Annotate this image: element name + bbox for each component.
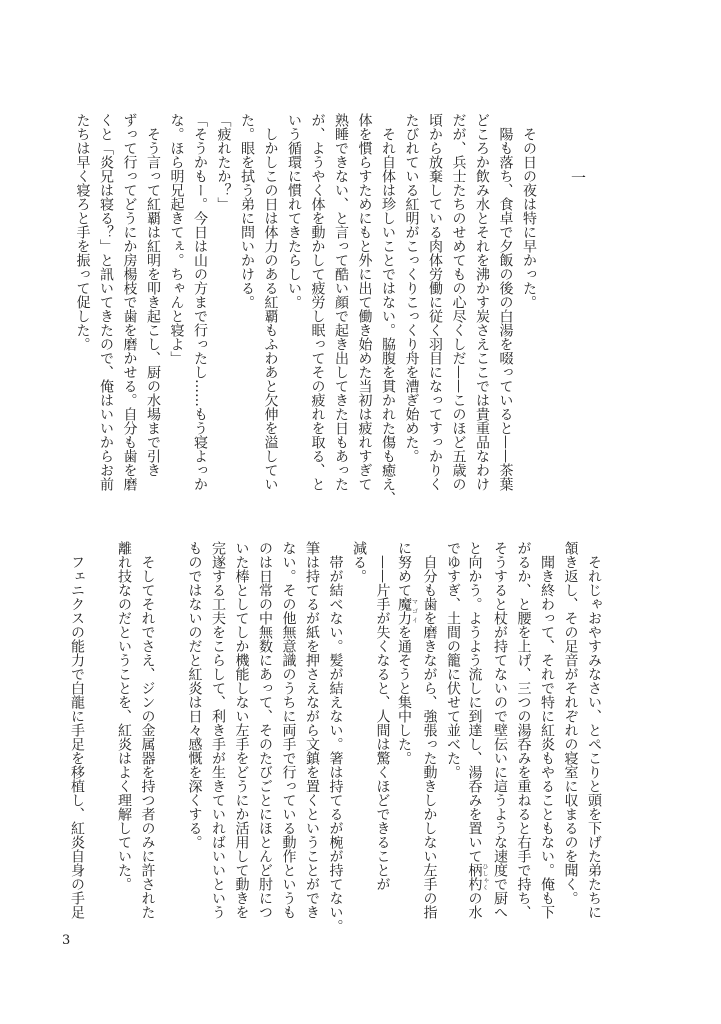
text-line: 体を慣らすためにもと外に出て働き始めた当初は疲れすぎて: [356, 113, 373, 491]
text-line: いた棒としてしか機能しない左手をどうにか活用して動きを: [233, 541, 250, 919]
text-line: 頷き返し、その足音がそれぞれの寝室に収まるのを聞く。: [562, 541, 579, 905]
text-line-with-ruby: [394, 541, 418, 919]
text-line: だが、兵士たちのせめてもの心尽くしだ——このほど五歳の: [450, 113, 467, 491]
text-line: でゆすぎ、土間の籠に伏せて並べた。: [445, 541, 461, 779]
ruby-base: 魔力: [396, 597, 412, 625]
text-segment: と向かう。ようよう流しに到達し、湯呑みを置いて: [466, 541, 483, 863]
text-line: 筆は持てるが紙を押さえながら文鎮を置くということができ: [304, 541, 320, 919]
ruby-base: 柄杓: [466, 863, 483, 891]
text-segment: に努めて: [396, 541, 412, 597]
text-segment: の水: [466, 891, 483, 919]
text-line: 自分も歯を磨きながら、強張った動きしかしない左手の指: [421, 541, 438, 919]
text-line: それ自体は珍しいことではない。脇腹を貫かれた傷も癒え、: [380, 113, 396, 505]
text-line: が、ようやく体を動かして疲労し眠ってその疲れを取る、と: [309, 113, 326, 491]
text-line: 熟睡できない、と言って酷い顔で起き出してきた日もあった: [333, 113, 349, 491]
text-line: がるか、と腰を上げ、三つの湯呑みを重ねると右手で持ち、: [515, 541, 532, 919]
text-line: 減る。: [351, 541, 367, 583]
text-line: 帯が結べない。髪が結えない。箸は持てるが椀が持てない。: [327, 541, 344, 933]
text-line: 完遂する工夫をこらして、利き手が生きていればいいという: [210, 541, 226, 919]
text-line: そうすると杖が持てないので壁伝いに這うような速度で厨へ: [492, 541, 508, 919]
text-line: たびれている紅明がこっくりこっくり舟を漕ぎ始めた。: [403, 113, 420, 463]
text-line: のは日常の中無数にあって、そのたびごとにほとんど肘につ: [257, 541, 273, 919]
chapter-title: 一: [569, 170, 587, 185]
text-line: た。眼を拭う弟に問いかける。: [239, 113, 255, 309]
text-line: ない。その他無意識のうちに両手で行っている動作というも: [280, 541, 297, 919]
text-line: 陽も落ち、食卓で夕飯の後の白湯を啜っていると——茶葉: [497, 113, 514, 491]
text-line: そう言って紅覇は紅明を叩き起こし、厨の水場まで引き: [145, 113, 161, 477]
lower-text-block: [64, 541, 605, 933]
blank-line: [159, 541, 183, 919]
ruby-reading: マゴイ: [410, 597, 418, 625]
text-line: な。ほら明兄起きてぇ。ちゃんと寝よ」: [168, 113, 185, 365]
text-line: その日の夜は特に早かった。: [521, 113, 537, 309]
text-line: しかしこの日は体力のある紅覇もふわあと欠伸を溢してい: [262, 113, 279, 491]
text-line: 頃から放棄している肉体労働に従く羽目になってすっかりく: [427, 113, 443, 491]
text-line-with-ruby: [464, 541, 488, 919]
ruby-word: [396, 597, 418, 625]
text-line: いう循環に慣れてきたらしい。: [286, 113, 302, 309]
text-line: 聞き終わって、それで特に紅炎もやることもない。俺も下: [539, 541, 555, 919]
text-line: 「そうかもー。今日は山の方まで行ったし……もう寝よっか: [192, 113, 208, 491]
text-line: それじゃおやすみなさい、とぺこりと頭を下げた弟たちに: [586, 541, 602, 919]
text-segment: を通そうと集中した。: [396, 625, 412, 765]
text-line: ものではないのだと紅炎は日々感慨を深くする。: [186, 541, 203, 849]
text-line: くと「炎兄は寝る？」と訊いてきたので、俺はいいからお前: [98, 113, 114, 491]
text-line: そしてそれでさえ、ジンの金属器を持つ者のみに許された: [139, 541, 156, 919]
text-line: どころか飲み水とそれを沸かす炭さえここでは貴重品なわけ: [474, 113, 490, 491]
text-line: 「疲れたか？」: [215, 113, 232, 211]
text-line: フェニクスの能力で白龍に手足を移植し、紅炎自身の手足: [69, 541, 85, 919]
text-line: たちは早く寝ろと手を振って促した。: [74, 113, 91, 351]
page-number: 3: [62, 933, 71, 948]
ruby-word: [466, 863, 488, 891]
text-line: ——片手が失くなると、人間は驚くほどできることが: [374, 541, 391, 891]
blank-line: [88, 541, 112, 919]
text-line: ずって行ってどうにか房楊枝で歯を磨かせる。自分も歯を磨: [121, 113, 138, 491]
upper-text-block: [70, 113, 540, 505]
ruby-reading: ひしゃく: [481, 863, 488, 891]
text-line: 離れ技なのだということを、紅炎はよく理解していた。: [116, 541, 132, 891]
